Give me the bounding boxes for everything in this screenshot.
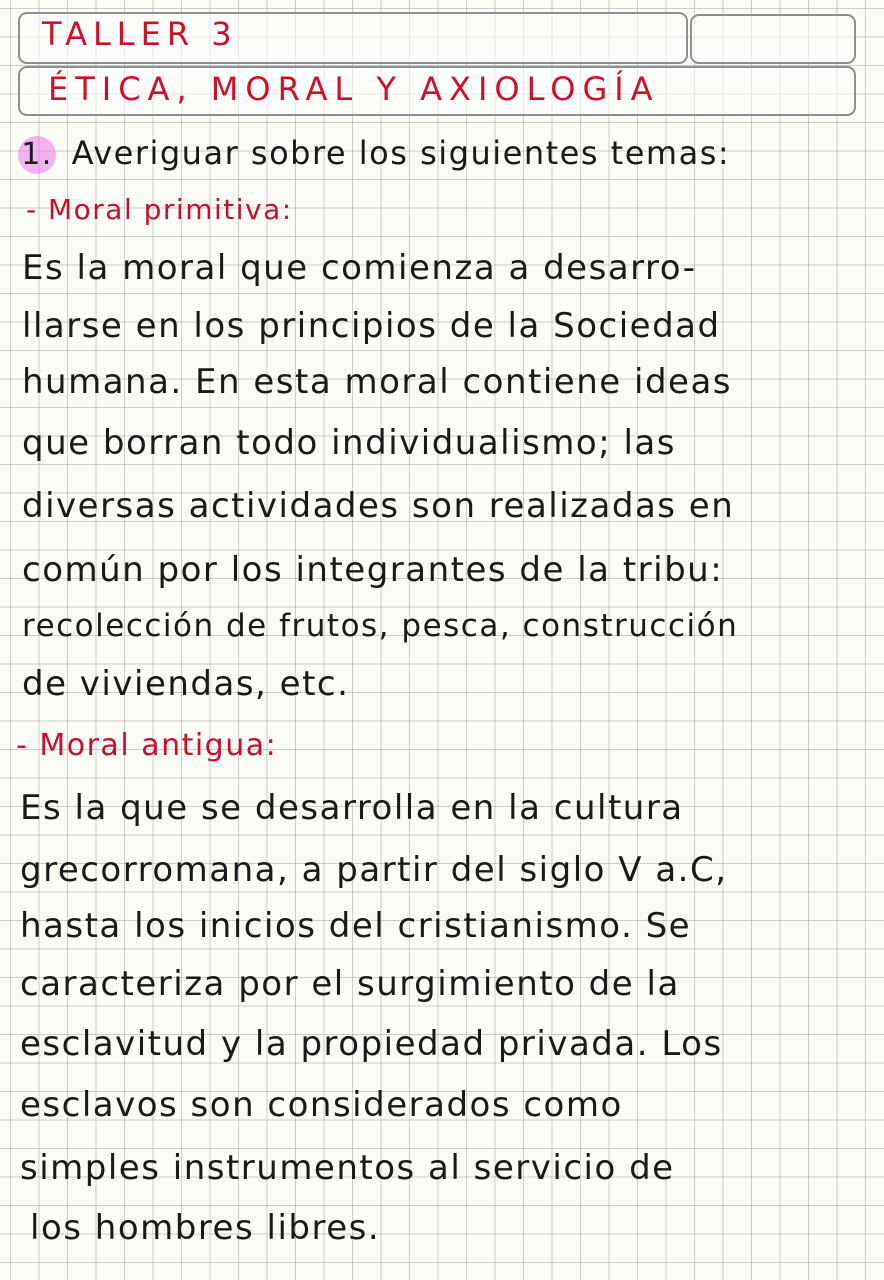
body-line: caracteriza por el surgimiento de la: [20, 964, 680, 1004]
body-line: humana. En esta moral contiene ideas: [22, 362, 732, 402]
body-line: de viviendas, etc.: [22, 664, 350, 704]
body-line: Es la moral que comienza a desarro-: [22, 248, 697, 288]
question-line: [18, 134, 730, 174]
page-subtitle: ÉTICA, MORAL Y AXIOLOGÍA: [48, 70, 660, 108]
body-line: común por los integrantes de la tribu:: [22, 550, 724, 590]
body-line: esclavos son considerados como: [20, 1085, 623, 1125]
page-title: TALLER 3: [42, 15, 238, 53]
body-line: esclavitud y la propiedad privada. Los: [20, 1024, 723, 1064]
body-line: Es la que se desarrolla en la cultura: [20, 788, 684, 828]
body-line: recolección de frutos, pesca, construcción: [22, 608, 739, 644]
question-number-highlight: [18, 136, 56, 174]
body-line: grecorromana, a partir del siglo V a.C,: [20, 850, 728, 890]
section-heading-moral-primitiva: - Moral primitiva:: [26, 193, 293, 226]
question-text: Averiguar sobre los siguientes temas:: [71, 134, 731, 172]
body-line: los hombres libres.: [30, 1208, 381, 1248]
body-line: diversas actividades son realizadas en: [22, 486, 735, 526]
body-line: hasta los inicios del cristianismo. Se: [20, 906, 692, 946]
question-number: 1.: [21, 137, 53, 172]
body-line: llarse en los principios de la Sociedad: [22, 306, 721, 346]
date-box: [690, 14, 856, 64]
body-line: simples instrumentos al servicio de: [20, 1148, 675, 1188]
body-line: que borran todo individualismo; las: [22, 423, 676, 463]
section-heading-moral-antigua: - Moral antigua:: [16, 728, 278, 763]
